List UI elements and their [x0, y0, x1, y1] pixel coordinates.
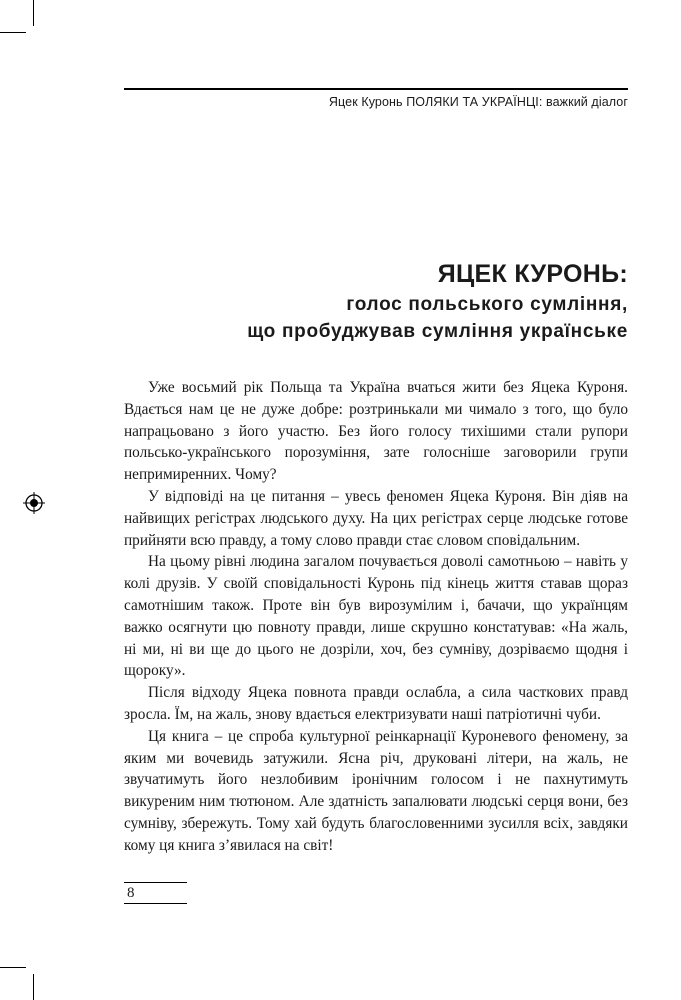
crop-mark-bottom-vertical [33, 974, 34, 1000]
chapter-title [124, 258, 628, 345]
body-text [124, 377, 628, 857]
title-subtitle-line-2: що пробуджував сумління українське [247, 321, 628, 342]
paragraph: У відповіді на це питання – увесь феномен Яцека Куроня. Він діяв на найвищих регістрах людського духу. На цих регістрах серце людське готове прийняти всю правду, а тому слово правди стає словом сповідальним. [124, 487, 628, 549]
page-number: 8 [124, 882, 187, 904]
title-subtitle-line-1: голос польського сумління, [346, 294, 628, 315]
paragraph: Уже восьмий рік Польща та Україна вчаться жити без Яцека Куроня. Вдається нам це не дуже добре: розтринькали ми чимало з того, що було напрацьовано з його участю. Без його голосу тихішими стали рупори польсько-українського порозуміння, зате голосніше заговорили групи непримиренних. Чому? [124, 379, 628, 484]
crop-mark-bottom-horizontal [0, 967, 26, 968]
paragraph: Ця книга – це спроба культурної реінкарнації Куроневого феномену, за яким ми вочевидь затужили. Ясна річ, друковані літери, на жаль, не звучатимуть його незлобивим іронічним голосом і не пахнутимуть викуреним ним тютюном. Але здатність запалювати людські серця вони, без сумніву, збережуть. Тому хай будуть благословенними зусилля всіх, завдяки кому ця книга з’явилася на світ! [124, 727, 628, 854]
running-header: Яцек Куронь ПОЛЯКИ ТА УКРАЇНЦІ: важкий діалог [124, 88, 628, 109]
crop-mark-top-horizontal [0, 32, 26, 33]
crop-mark-top-vertical [33, 0, 34, 26]
registration-mark-icon [23, 492, 45, 514]
paragraph: Після відходу Яцека повнота правди ослабла, а сила часткових правд зросла. Їм, на жаль, знову вдається електризувати наші патріотичні чуби. [124, 684, 628, 723]
title-main: ЯЦЕК КУРОНЬ: [437, 260, 628, 288]
paragraph: На цьому рівні людина загалом почувається доволі самотньою – навіть у колі друзів. У своїй сповідальності Куронь під кінець життя ставав щораз самотнішим також. Проте він був вирозумілим і, бачачи, що українцям важко осягнути цю повноту правди, лише скрушно констатував: «На жаль, ні ми, ні ви ще до цього не дозріли, хоч, без сумніву, дозріваємо щодня і щороку». [124, 553, 628, 680]
